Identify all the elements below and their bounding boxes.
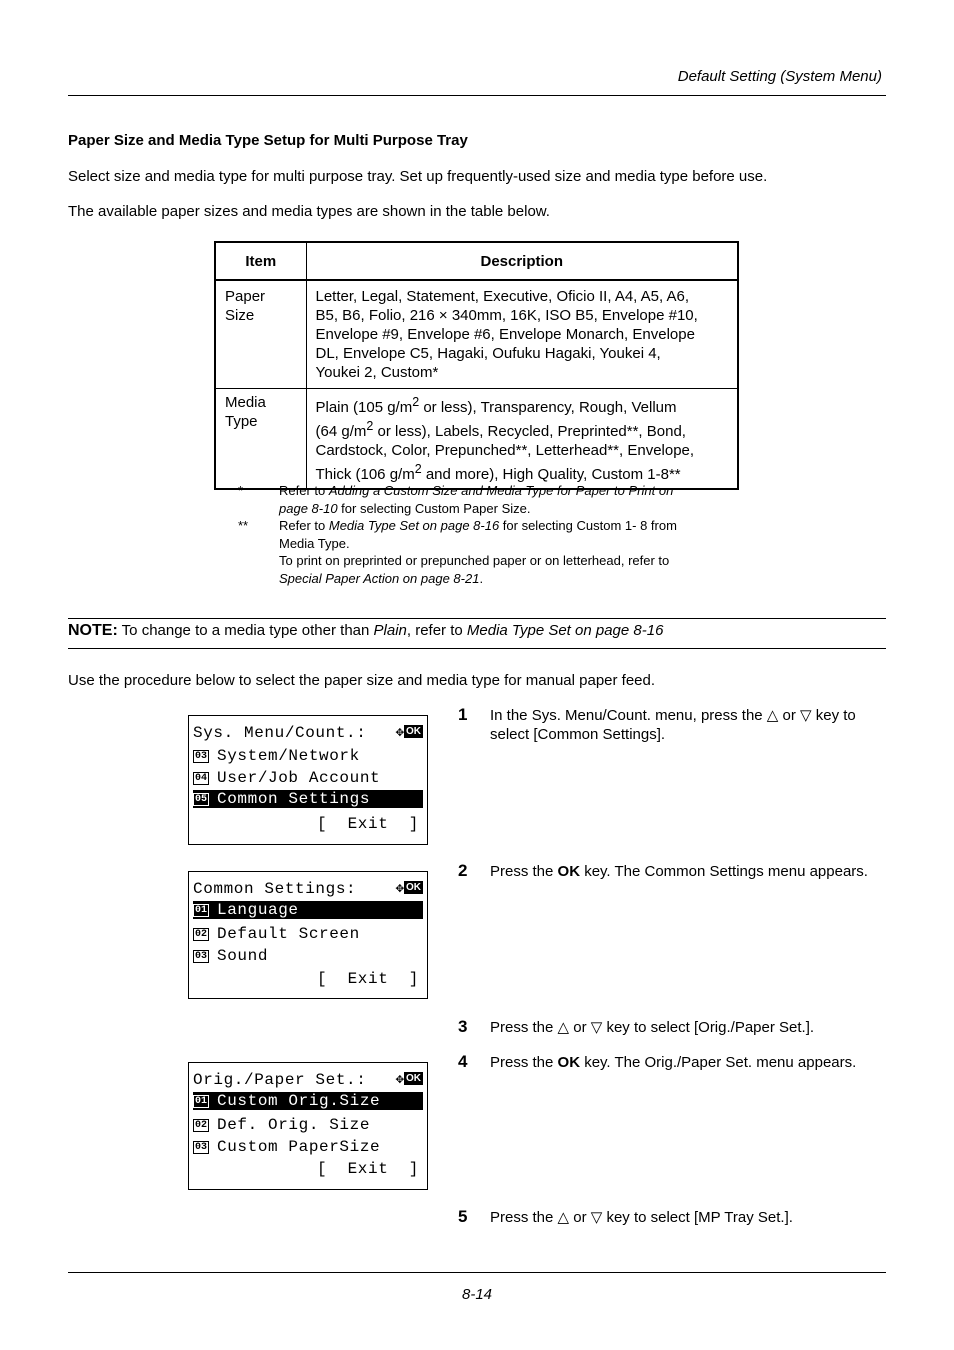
footnote-text: .: [479, 570, 484, 586]
step-text: Press the △ or ▽ key to select [MP Tray Set.].: [490, 1209, 793, 1226]
footnote-link: Adding a Custom Size and Media Type for Paper to Print on: [328, 483, 674, 498]
table-cell-item: [215, 389, 306, 490]
footnote-text: for selecting Custom Paper Size.: [337, 500, 531, 516]
lcd-exit-softkey: [ Exit ]: [316, 970, 419, 988]
table-cell-item: [215, 280, 306, 389]
item-number: 04: [195, 773, 208, 784]
footnote-text: Media Type.: [279, 535, 350, 551]
arrow-keys-icon: ✥: [395, 881, 404, 897]
step-text: [490, 1053, 890, 1072]
footnote-mark: *: [238, 483, 244, 498]
desc-text: and more), High Quality, Custom 1-8**: [421, 466, 681, 483]
superscript: 2: [366, 419, 374, 433]
running-header: Default Setting (System Menu): [677, 68, 882, 85]
lcd-menu-item: [193, 1138, 427, 1156]
item-label: Common Settings: [217, 790, 371, 808]
item-line: Media: [225, 394, 266, 411]
table-cell-description: [306, 389, 738, 490]
lcd-menu-item-selected: [193, 790, 423, 808]
desc-line: B5, B6, Folio, 216 × 340mm, 16K, ISO B5, Envelope #10,: [315, 307, 698, 324]
desc-text: Plain (105 g/m: [315, 399, 413, 416]
section-heading: Paper Size and Media Type Setup for Multi Purpose Tray: [68, 132, 468, 149]
item-label: Language: [217, 901, 299, 919]
lcd-menu-item-selected: [193, 1092, 423, 1110]
item-label: Default Screen: [217, 925, 360, 943]
item-line: Type: [225, 413, 258, 430]
footnote-text: Refer to: [279, 518, 329, 533]
item-label: System/Network: [217, 747, 360, 765]
table-cell-description: [306, 280, 738, 389]
note-text: , refer to: [406, 622, 467, 639]
ok-key-label: OK: [557, 863, 581, 880]
item-number: 02: [195, 929, 208, 940]
lcd-exit-softkey: [ Exit ]: [316, 1160, 419, 1178]
lcd-menu-item: [193, 769, 427, 787]
superscript: 2: [412, 395, 420, 409]
step-number: 3: [458, 1017, 468, 1036]
paper-size-media-type-table: [214, 241, 739, 490]
note: [68, 622, 663, 640]
desc-text: or less), Labels, Recycled, Preprinted**, Bond,: [373, 423, 686, 440]
step-text: [490, 706, 890, 744]
lcd-menu-item-selected: [193, 901, 423, 919]
procedure-intro: Use the procedure below to select the paper size and media type for manual paper feed.: [68, 672, 656, 689]
desc-line: Envelope #9, Envelope #6, Envelope Monarch, Envelope: [315, 326, 695, 343]
desc-line: Letter, Legal, Statement, Executive, Oficio II, A4, A5, A6,: [315, 288, 690, 305]
note-link: Media Type Set on page 8-16: [466, 622, 664, 639]
step-line: In the Sys. Menu/Count. menu, press the △ or ▽ key to: [490, 707, 856, 724]
desc-text: Cardstock, Color, Prepunched**, Letterhead**, Envelope,: [315, 442, 695, 459]
header-rule: [68, 95, 886, 96]
item-line: Size: [225, 307, 255, 324]
item-line: Paper: [225, 288, 266, 305]
item-label: Def. Orig. Size: [217, 1116, 371, 1134]
item-number: 03: [195, 1142, 208, 1153]
desc-text: or less), Transparency, Rough, Vellum: [419, 399, 677, 416]
ok-key-label: OK: [557, 1054, 581, 1071]
footnote-2: [238, 517, 677, 587]
table-header-item: Item: [215, 242, 306, 280]
lcd-menu-item: [193, 1116, 427, 1134]
step-line: select [Common Settings].: [490, 726, 666, 743]
item-number: 01: [195, 1096, 208, 1107]
step-line: key. The Common Settings menu appears.: [580, 863, 868, 880]
table-header-description: Description: [306, 242, 738, 280]
item-number: 03: [195, 751, 208, 762]
note-label: NOTE:: [68, 622, 118, 639]
desc-text: (64 g/m: [315, 423, 367, 440]
ok-key-icon: OK: [406, 1073, 421, 1084]
arrow-keys-icon: ✥: [395, 725, 404, 741]
table-row: [215, 280, 738, 389]
lcd-menu-item: [193, 947, 427, 965]
footnote-mark: **: [238, 518, 249, 533]
note-text: Plain: [373, 622, 407, 639]
footnote-text: Refer to: [279, 483, 329, 498]
lcd-title: Orig./Paper Set.:: [193, 1071, 367, 1089]
footnote-link: Media Type Set on page 8-16: [328, 518, 500, 533]
step-number: 4: [458, 1052, 468, 1071]
intro-paragraph-1: Select size and media type for multi purpose tray. Set up frequently-used size and media type before use.: [68, 168, 768, 185]
arrow-keys-icon: ✥: [395, 1072, 404, 1088]
note-text: To change to a media type other than: [117, 622, 374, 639]
desc-text: Thick (106 g/m: [315, 466, 415, 483]
lcd-menu-item: [193, 747, 427, 765]
lcd-screen-sys-menu: [188, 715, 428, 845]
footnote-link: Special Paper Action on page 8-21: [279, 570, 480, 586]
step-number: 5: [458, 1207, 468, 1226]
lcd-exit-softkey: [ Exit ]: [316, 815, 419, 833]
step-text: Press the △ or ▽ key to select [Orig./Paper Set.].: [490, 1019, 815, 1036]
footnote-text: for selecting Custom 1- 8 from: [499, 518, 677, 533]
footnote-text: To print on preprinted or prepunched paper or on letterhead, refer to: [279, 553, 670, 568]
ok-key-icon: OK: [406, 882, 421, 893]
lcd-icons: [396, 880, 423, 897]
note-bottom-rule: [68, 648, 886, 649]
item-label: User/Job Account: [217, 769, 381, 787]
item-number: 03: [195, 951, 208, 962]
step-line: Press the: [490, 863, 558, 880]
item-label: Custom PaperSize: [217, 1138, 381, 1156]
step-line: Press the: [490, 1054, 558, 1071]
lcd-title: Common Settings:: [193, 880, 357, 898]
desc-line: DL, Envelope C5, Hagaki, Oufuku Hagaki, Youkei 4,: [315, 345, 661, 362]
step-number: 2: [458, 861, 468, 880]
table-header-row: [215, 242, 738, 280]
item-number: 02: [195, 1120, 208, 1131]
note-top-rule: [68, 618, 886, 619]
item-label: Sound: [217, 947, 269, 965]
page-number: 8-14: [461, 1286, 493, 1303]
footnote-1: [238, 482, 673, 517]
step-line: key. The Orig./Paper Set. menu appears.: [580, 1054, 857, 1071]
step-text: [490, 862, 890, 881]
footnote-link: page 8-10: [279, 500, 338, 516]
lcd-title: Sys. Menu/Count.:: [193, 724, 367, 742]
intro-paragraph-2: The available paper sizes and media types are shown in the table below.: [68, 203, 550, 220]
footer-rule: [68, 1272, 886, 1273]
item-number: 05: [195, 794, 208, 805]
ok-key-icon: OK: [406, 726, 421, 737]
item-number: 01: [195, 905, 208, 916]
desc-line: Youkei 2, Custom*: [315, 364, 439, 381]
table-row: [215, 389, 738, 490]
lcd-icons: [396, 724, 423, 741]
lcd-screen-orig-paper-set: [188, 1062, 428, 1190]
step-number: 1: [458, 705, 468, 724]
lcd-icons: [396, 1071, 423, 1088]
lcd-screen-common-settings: [188, 871, 428, 999]
superscript: 2: [414, 462, 422, 476]
lcd-menu-item: [193, 925, 427, 943]
item-label: Custom Orig.Size: [217, 1092, 381, 1110]
